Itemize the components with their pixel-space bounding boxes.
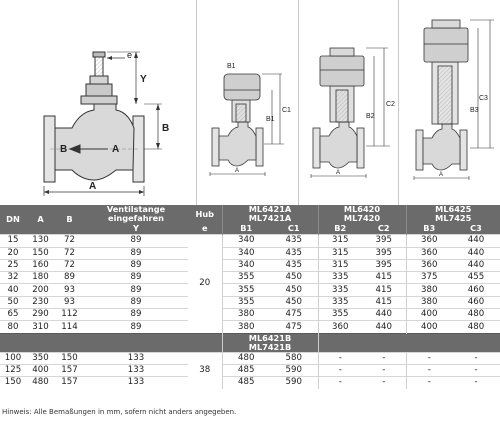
cell-c2: 415 xyxy=(362,272,406,284)
cell-c3: - xyxy=(452,352,500,364)
table-header-row-1 xyxy=(0,205,500,223)
cell-b2: 335 xyxy=(318,284,362,296)
cell-b: 112 xyxy=(55,309,84,321)
cell-b3: 375 xyxy=(406,272,452,284)
header-hub: Hub xyxy=(188,205,222,223)
cell-b3: 400 xyxy=(406,309,452,321)
cell-c2: 415 xyxy=(362,296,406,308)
cell-b: 93 xyxy=(55,296,84,308)
cell-dn: 20 xyxy=(0,247,26,259)
cell-c2: - xyxy=(362,364,406,376)
footnote: Hinweis: Alle Bemaßungen in mm, sofern nicht anders angegeben. xyxy=(2,408,237,416)
cell-c3: 460 xyxy=(452,284,500,296)
header-b2: B2 xyxy=(318,223,362,235)
cell-dn: 125 xyxy=(0,364,26,376)
cell-b1: 485 xyxy=(222,364,270,376)
cell-a: 130 xyxy=(26,235,55,247)
cell-c3: 440 xyxy=(452,247,500,259)
label-b1: B1 xyxy=(227,63,236,70)
header-b: B xyxy=(55,205,84,235)
table-row xyxy=(0,235,500,247)
table-row xyxy=(0,259,500,271)
cell-b: 72 xyxy=(55,259,84,271)
header-c1: C1 xyxy=(270,223,318,235)
cell-c3: 455 xyxy=(452,272,500,284)
cell-y: 89 xyxy=(84,309,188,321)
label-b3: B3 xyxy=(470,107,479,114)
cell-b2: - xyxy=(318,352,362,364)
cell-c3: 440 xyxy=(452,259,500,271)
cell-a: 310 xyxy=(26,321,55,333)
cell-dn: 65 xyxy=(0,309,26,321)
subheader-spacer xyxy=(318,333,500,352)
cell-b1: 380 xyxy=(222,321,270,333)
cell-b3: - xyxy=(406,377,452,389)
cell-dn: 15 xyxy=(0,235,26,247)
table-row xyxy=(0,272,500,284)
cell-b2: 315 xyxy=(318,247,362,259)
cell-b3: 380 xyxy=(406,284,452,296)
cell-b: 72 xyxy=(55,247,84,259)
label-b2: B2 xyxy=(366,113,375,120)
cell-a: 230 xyxy=(26,296,55,308)
dimension-table xyxy=(0,205,500,389)
header-a: A xyxy=(26,205,55,235)
cell-c1: 435 xyxy=(270,235,318,247)
cell-y: 89 xyxy=(84,247,188,259)
label-c3: C3 xyxy=(479,95,488,102)
cell-c2: 440 xyxy=(362,309,406,321)
flow-label-b: B xyxy=(60,144,68,155)
table-row xyxy=(0,364,500,376)
cell-hub: 38 xyxy=(188,352,222,388)
cell-b: 72 xyxy=(55,235,84,247)
cell-c2: 395 xyxy=(362,247,406,259)
label-y: Y xyxy=(140,74,147,85)
header-group1-line1: ML6421A xyxy=(248,205,292,214)
cell-b2: 315 xyxy=(318,259,362,271)
flow-label-a: A xyxy=(112,144,120,155)
cell-y: 89 xyxy=(84,259,188,271)
cell-hub: 20 xyxy=(188,235,222,333)
cell-b: 89 xyxy=(55,272,84,284)
label-a: A xyxy=(89,181,97,192)
cell-b1: 355 xyxy=(222,284,270,296)
cell-b1: 485 xyxy=(222,377,270,389)
cell-b2: 360 xyxy=(318,321,362,333)
cell-y: 133 xyxy=(84,352,188,364)
cell-dn: 80 xyxy=(0,321,26,333)
cell-b: 114 xyxy=(55,321,84,333)
header-group2-line1: ML6420 xyxy=(343,205,381,214)
cell-c1: 590 xyxy=(270,377,318,389)
cell-dn: 40 xyxy=(0,284,26,296)
cell-c1: 580 xyxy=(270,352,318,364)
cell-c1: 450 xyxy=(270,284,318,296)
cell-a: 290 xyxy=(26,309,55,321)
label-a-2: A xyxy=(336,170,341,176)
table-row xyxy=(0,284,500,296)
cell-c3: 460 xyxy=(452,296,500,308)
header-b1: B1 xyxy=(222,223,270,235)
cell-c1: 590 xyxy=(270,364,318,376)
actuator-ml6420-drawing xyxy=(311,48,390,178)
header-group3-line1: ML6425 xyxy=(435,205,472,214)
cell-b2: 335 xyxy=(318,296,362,308)
cell-c2: 440 xyxy=(362,321,406,333)
cell-b2: - xyxy=(318,377,362,389)
cell-b3: 400 xyxy=(406,321,452,333)
cell-b2: - xyxy=(318,364,362,376)
cell-dn: 32 xyxy=(0,272,26,284)
cell-b1: 355 xyxy=(222,296,270,308)
cell-a: 480 xyxy=(26,377,55,389)
cell-a: 200 xyxy=(26,284,55,296)
cell-b1: 480 xyxy=(222,352,270,364)
label-a-3: A xyxy=(439,172,444,178)
cell-y: 89 xyxy=(84,272,188,284)
cell-b1: 340 xyxy=(222,235,270,247)
label-b: B xyxy=(162,123,170,134)
cell-b3: 360 xyxy=(406,235,452,247)
header-group-ml6421a xyxy=(222,205,318,223)
table-row xyxy=(0,309,500,321)
cell-c3: - xyxy=(452,364,500,376)
header-c3: C3 xyxy=(452,223,500,235)
cell-b3: - xyxy=(406,352,452,364)
cell-a: 160 xyxy=(26,259,55,271)
cell-c1: 435 xyxy=(270,259,318,271)
cell-c1: 475 xyxy=(270,309,318,321)
cell-y: 89 xyxy=(84,321,188,333)
cell-b: 93 xyxy=(55,284,84,296)
label-b1-side: B1 xyxy=(266,116,275,123)
cell-b2: 335 xyxy=(318,272,362,284)
cell-y: 89 xyxy=(84,284,188,296)
cell-b3: 380 xyxy=(406,296,452,308)
cell-a: 180 xyxy=(26,272,55,284)
cell-a: 150 xyxy=(26,247,55,259)
cell-c1: 450 xyxy=(270,296,318,308)
cell-dn: 150 xyxy=(0,377,26,389)
cell-c3: - xyxy=(452,377,500,389)
cell-b: 150 xyxy=(55,352,84,364)
header-group2-line2: ML7420 xyxy=(343,213,381,223)
label-c1: C1 xyxy=(282,107,291,114)
cell-c2: - xyxy=(362,377,406,389)
table-subheader-row xyxy=(0,333,500,352)
header-group-ml6420 xyxy=(318,205,406,223)
table-row xyxy=(0,321,500,333)
header-group-ml6425 xyxy=(406,205,500,223)
cell-b3: - xyxy=(406,364,452,376)
cell-c2: 395 xyxy=(362,259,406,271)
table-row xyxy=(0,247,500,259)
subheader-group-ml6421b xyxy=(222,333,318,352)
table-row xyxy=(0,352,500,364)
subheader-spacer xyxy=(0,333,222,352)
cell-y: 89 xyxy=(84,296,188,308)
cell-c1: 435 xyxy=(270,247,318,259)
dimension-drawings xyxy=(0,0,500,205)
cell-b1: 380 xyxy=(222,309,270,321)
header-group1-line2: ML7421A xyxy=(248,213,292,223)
cell-c3: 480 xyxy=(452,321,500,333)
header-b3: B3 xyxy=(406,223,452,235)
header-c2: C2 xyxy=(362,223,406,235)
header-stem xyxy=(84,205,188,223)
table-row xyxy=(0,296,500,308)
cell-a: 400 xyxy=(26,364,55,376)
header-e: e xyxy=(188,223,222,235)
header-group3-line2: ML7425 xyxy=(435,213,472,223)
cell-c2: - xyxy=(362,352,406,364)
cell-b: 157 xyxy=(55,364,84,376)
cell-c2: 395 xyxy=(362,235,406,247)
cell-y: 133 xyxy=(84,364,188,376)
cell-b1: 355 xyxy=(222,272,270,284)
cell-c2: 415 xyxy=(362,284,406,296)
label-c2: C2 xyxy=(386,101,395,108)
actuator-ml6421a-drawing xyxy=(210,74,284,176)
cell-b2: 315 xyxy=(318,235,362,247)
cell-c3: 480 xyxy=(452,309,500,321)
cell-c1: 475 xyxy=(270,321,318,333)
cell-y: 133 xyxy=(84,377,188,389)
cell-b: 157 xyxy=(55,377,84,389)
cell-c3: 440 xyxy=(452,235,500,247)
cell-b1: 340 xyxy=(222,259,270,271)
cell-b2: 355 xyxy=(318,309,362,321)
cell-c1: 450 xyxy=(270,272,318,284)
subheader-line1: ML6421B xyxy=(248,333,292,343)
subheader-line2: ML7421B xyxy=(248,341,292,352)
cell-dn: 25 xyxy=(0,259,26,271)
cell-b3: 360 xyxy=(406,247,452,259)
cell-y: 89 xyxy=(84,235,188,247)
header-y: Y xyxy=(84,223,188,235)
header-stem-line1: Ventilstange xyxy=(106,205,166,214)
header-stem-line2: eingefahren xyxy=(108,213,164,223)
cell-dn: 50 xyxy=(0,296,26,308)
cell-dn: 100 xyxy=(0,352,26,364)
header-dn: DN xyxy=(0,205,26,235)
label-e: e xyxy=(127,50,133,60)
cell-a: 350 xyxy=(26,352,55,364)
label-a-1: A xyxy=(235,168,240,174)
cell-b1: 340 xyxy=(222,247,270,259)
cell-b3: 360 xyxy=(406,259,452,271)
table-row xyxy=(0,377,500,389)
